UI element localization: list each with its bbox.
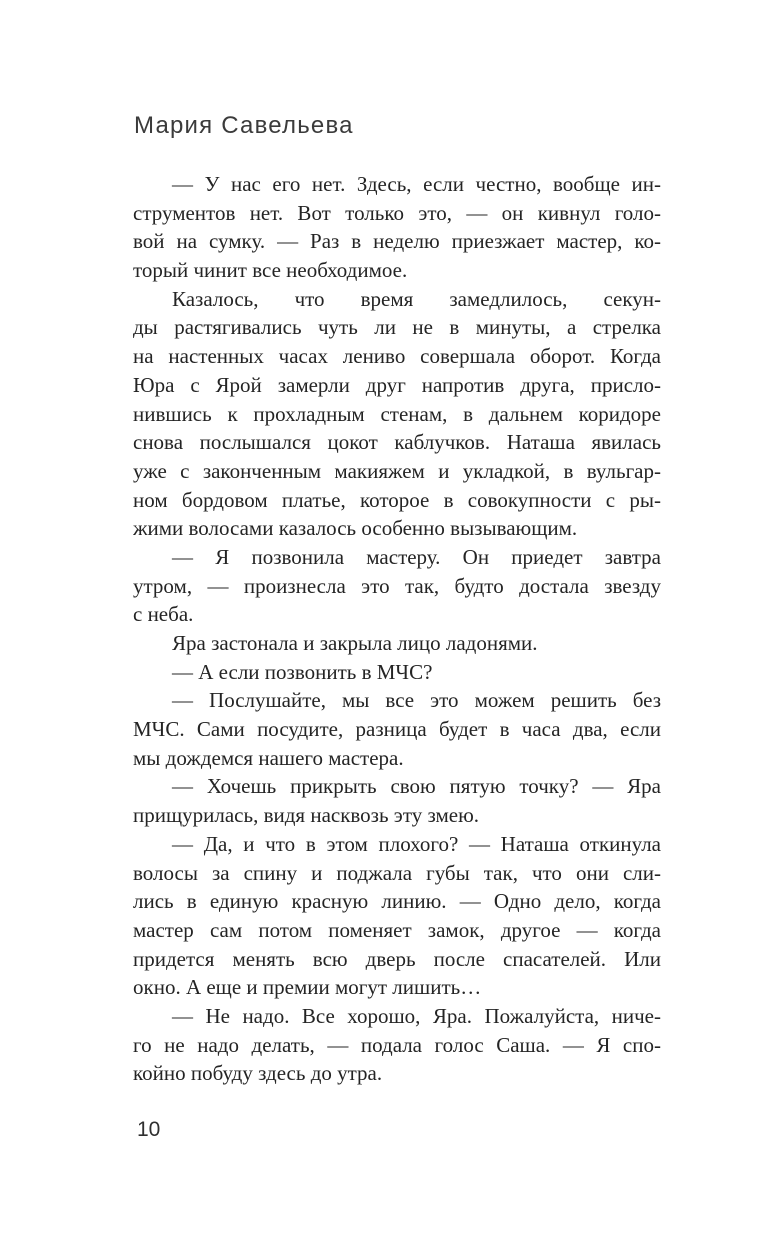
paragraph: [133, 285, 661, 543]
text-line: — Я позвонила мастеру. Он приедет завтра: [172, 544, 661, 569]
paragraph: [133, 170, 661, 285]
paragraph: [133, 629, 661, 658]
text-line: окно. А еще и премии могут лишить…: [133, 975, 482, 1000]
paragraph: [133, 543, 661, 629]
text-line: мастер сам потом поменяет замок, другое — когда: [133, 917, 661, 942]
text-line: прищурилась, видя насквозь эту змею.: [133, 803, 480, 828]
text-line: — У нас его нет. Здесь, если честно, вообще ин-: [172, 172, 661, 196]
text-line: утром, — произнесла это так, будто достала звезду: [133, 573, 661, 598]
paragraph: [133, 1002, 661, 1088]
paragraph: [133, 772, 661, 829]
text-line: снова послышался цокот каблучков. Наташа явилась: [133, 430, 661, 455]
text-line: жими волосами казалось особенно вызывающим.: [133, 516, 578, 541]
paragraph: [133, 686, 661, 772]
text-line: МЧС. Сами посудите, разница будет в часа два, если: [133, 717, 661, 742]
text-line: — А если позвонить в МЧС?: [172, 659, 433, 684]
text-line: Казалось, что время замедлилось, секун-: [172, 286, 661, 311]
text-line: на настенных часах лениво совершала оборот. Когда: [133, 344, 661, 369]
body-text: [133, 170, 661, 1088]
text-line: — Да, и что в этом плохого? — Наташа откинула: [172, 831, 661, 856]
text-line: с неба.: [133, 602, 194, 627]
page-number: 10: [137, 1118, 161, 1141]
text-line: придется менять всю дверь после спасателей. Или: [133, 946, 661, 971]
text-line: Юра с Ярой замерли друг напротив друга, присло-: [133, 372, 661, 397]
text-line: Яра застонала и закрыла лицо ладонями.: [172, 631, 538, 655]
text-line: ном бордовом платье, которое в совокупности с ры-: [133, 487, 661, 512]
paragraph: [133, 830, 661, 1002]
text-line: — Не надо. Все хорошо, Яра. Пожалуйста, ниче-: [172, 1003, 661, 1028]
text-line: уже с законченным макияжем и укладкой, в вульгар-: [133, 458, 661, 483]
text-line: — Хочешь прикрыть свою пятую точку? — Яра: [172, 774, 661, 799]
text-line: мы дождемся нашего мастера.: [133, 745, 404, 770]
text-line: койно побуду здесь до утра.: [133, 1061, 383, 1086]
text-line: — Послушайте, мы все это можем решить без: [172, 688, 661, 713]
text-line: струментов нет. Вот только это, — он кивнул голо-: [133, 200, 661, 225]
text-line: го не надо делать, — подала голос Саша. — Я спо-: [133, 1032, 661, 1057]
text-line: волосы за спину и поджала губы так, что они сли-: [133, 860, 661, 885]
text-line: торый чинит все необходимое.: [133, 258, 408, 283]
text-line: ды растягивались чуть ли не в минуты, а стрелка: [133, 315, 661, 340]
text-line: лись в единую красную линию. — Одно дело, когда: [133, 889, 661, 914]
running-header-author: Мария Савельева: [134, 112, 354, 139]
paragraph: [133, 658, 661, 687]
text-line: нившись к прохладным стенам, в дальнем коридоре: [133, 401, 661, 426]
text-line: вой на сумку. — Раз в неделю приезжает мастер, ко-: [133, 229, 661, 254]
